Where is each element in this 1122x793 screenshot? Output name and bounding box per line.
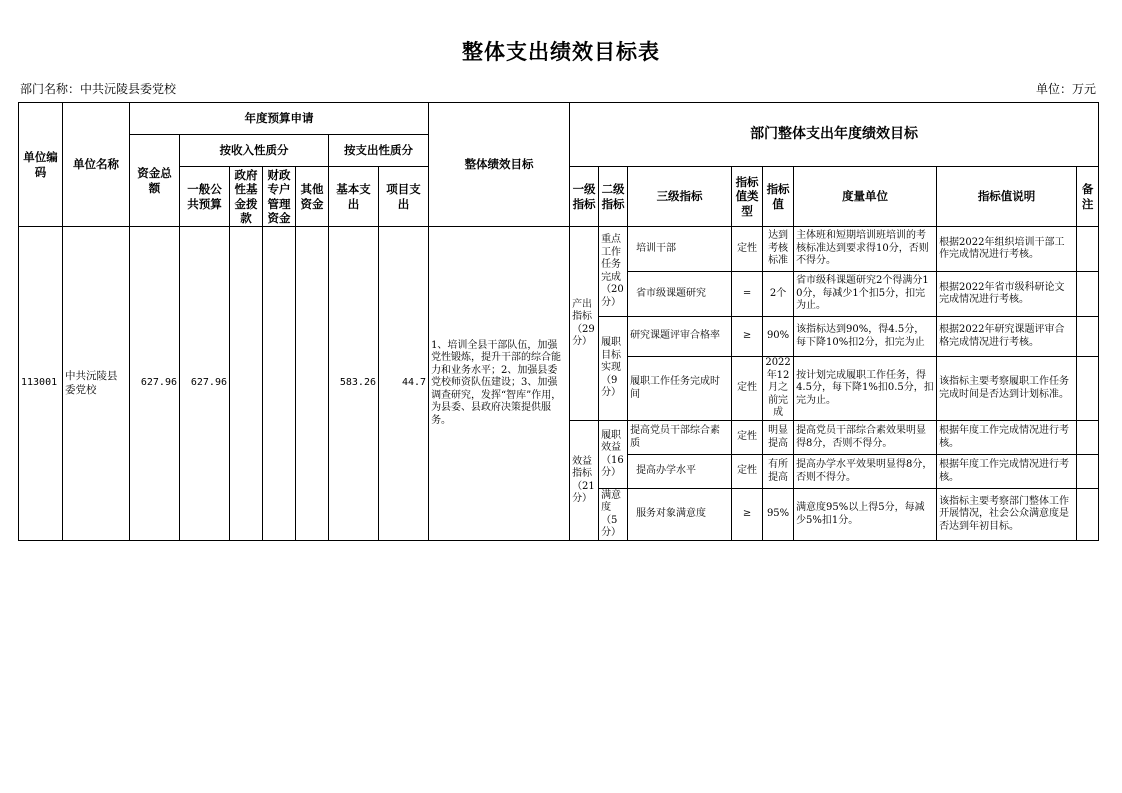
cell-measure: 主体班和短期培训班培训的考核标准达到要求得10分，否则不得分。	[794, 227, 937, 272]
cell-value-type: 定性	[732, 227, 763, 272]
header-basic-exp: 基本支出	[329, 167, 379, 227]
cell-value: 达到考核标准	[763, 227, 794, 272]
cell-level2-key-tasks: 重点工作任务完成（20分）	[599, 227, 628, 317]
cell-level2-duty-goal: 履职目标实现（9分）	[599, 317, 628, 421]
cell-level3: 省市级课题研究	[628, 272, 732, 317]
cell-gov-fund	[230, 227, 263, 541]
cell-basic-exp: 583.26	[329, 227, 379, 541]
cell-value-desc: 根据2022年省市级科研论文完成情况进行考核。	[937, 272, 1077, 317]
cell-special-fund	[263, 227, 296, 541]
header-remark: 备注	[1077, 167, 1099, 227]
cell-level2-duty-benefit: 履职效益（16分）	[599, 421, 628, 489]
cell-value: 95%	[763, 489, 794, 541]
cell-value: 90%	[763, 317, 794, 357]
cell-measure: 满意度95%以上得5分，每减少5%扣1分。	[794, 489, 937, 541]
header-by-expense: 按支出性质分	[329, 135, 429, 167]
cell-remark	[1077, 455, 1099, 489]
header-gov-fund: 政府性基金拨款	[230, 167, 263, 227]
cell-value: 2个	[763, 272, 794, 317]
page-title: 整体支出绩效目标表	[462, 40, 660, 64]
header-special-fund: 财政专户管理资金	[263, 167, 296, 227]
cell-level3: 研究课题评审合格率	[628, 317, 732, 357]
cell-value-desc: 根据年度工作完成情况进行考核。	[937, 455, 1077, 489]
header-dept-goal: 部门整体支出年度绩效目标	[570, 103, 1099, 167]
header-general-budget: 一般公共预算	[180, 167, 230, 227]
header-level1: 一级指标	[570, 167, 599, 227]
cell-value: 2022年12月之前完成	[763, 357, 794, 421]
cell-level1-benefit: 效益指标（21分）	[570, 421, 599, 541]
table-row	[19, 227, 1099, 272]
cell-value-desc: 该指标主要考察部门整体工作开展情况，社会公众满意度是否达到年初目标。	[937, 489, 1077, 541]
header-project-exp: 项目支出	[379, 167, 429, 227]
header-measure: 度量单位	[794, 167, 937, 227]
cell-measure: 该指标达到90%，得4.5分，每下降10%扣2分，扣完为止	[794, 317, 937, 357]
cell-value-desc: 根据2022年组织培训干部工作完成情况进行考核。	[937, 227, 1077, 272]
cell-measure: 省市级科课题研究2个得满分10分，每减少1个扣5分，扣完为止。	[794, 272, 937, 317]
header-unit-name: 单位名称	[63, 103, 130, 227]
cell-remark	[1077, 489, 1099, 541]
cell-other-fund	[296, 227, 329, 541]
header-value-type: 指标值类型	[732, 167, 763, 227]
cell-level3: 提高办学水平	[628, 455, 732, 489]
cell-total-fund: 627.96	[130, 227, 180, 541]
header-value-desc: 指标值说明	[937, 167, 1077, 227]
cell-value-type: =	[732, 272, 763, 317]
cell-level3: 履职工作任务完成时间	[628, 357, 732, 421]
cell-measure: 按计划完成履职工作任务，得4.5分，每下降1%扣0.5分，扣完为止。	[794, 357, 937, 421]
header-overall-goal: 整体绩效目标	[429, 103, 570, 227]
cell-level2-satisfaction: 满意度（5分）	[599, 489, 628, 541]
cell-remark	[1077, 421, 1099, 455]
cell-level3: 培训干部	[628, 227, 732, 272]
performance-table	[18, 102, 1099, 541]
cell-remark	[1077, 272, 1099, 317]
header-annual-budget: 年度预算申请	[130, 103, 429, 135]
cell-remark	[1077, 227, 1099, 272]
cell-remark	[1077, 317, 1099, 357]
cell-value-type: ≥	[732, 317, 763, 357]
cell-level1-output: 产出指标（29分）	[570, 227, 599, 421]
header-other-fund: 其他资金	[296, 167, 329, 227]
currency-unit: 单位：万元	[1035, 82, 1096, 96]
cell-project-exp: 44.7	[379, 227, 429, 541]
header-level2: 二级指标	[599, 167, 628, 227]
cell-general-budget: 627.96	[180, 227, 230, 541]
cell-measure: 提高办学水平效果明显得8分，否则不得分。	[794, 455, 937, 489]
cell-value-type: 定性	[732, 357, 763, 421]
cell-value-type: 定性	[732, 421, 763, 455]
header-by-income: 按收入性质分	[180, 135, 329, 167]
cell-value-type: 定性	[732, 455, 763, 489]
header-value: 指标值	[763, 167, 794, 227]
cell-value-type: ≥	[732, 489, 763, 541]
cell-level3: 提高党员干部综合素质	[628, 421, 732, 455]
cell-unit-name: 中共沅陵县委党校	[63, 227, 130, 541]
cell-level3: 服务对象满意度	[628, 489, 732, 541]
cell-remark	[1077, 357, 1099, 421]
cell-unit-code: 113001	[19, 227, 63, 541]
cell-value: 明显提高	[763, 421, 794, 455]
cell-overall-goal: 1、培训全县干部队伍，加强党性锻炼，提升干部的综合能力和业务水平；2、加强县委党校师资队伍建设；3、加强调查研究，发挥“智库”作用，为县委、县政府决策提供服务。	[429, 227, 570, 541]
cell-value: 有所提高	[763, 455, 794, 489]
header-unit-code: 单位编码	[19, 103, 63, 227]
cell-value-desc: 该指标主要考察履职工作任务完成时间是否达到计划标准。	[937, 357, 1077, 421]
department-name: 部门名称：中共沅陵县委党校	[20, 82, 177, 96]
header-level3: 三级指标	[628, 167, 732, 227]
cell-value-desc: 根据年度工作完成情况进行考核。	[937, 421, 1077, 455]
cell-value-desc: 根据2022年研究课题评审合格完成情况进行考核。	[937, 317, 1077, 357]
cell-measure: 提高党员干部综合素效果明显得8分，否则不得分。	[794, 421, 937, 455]
header-total-fund: 资金总额	[130, 135, 180, 227]
